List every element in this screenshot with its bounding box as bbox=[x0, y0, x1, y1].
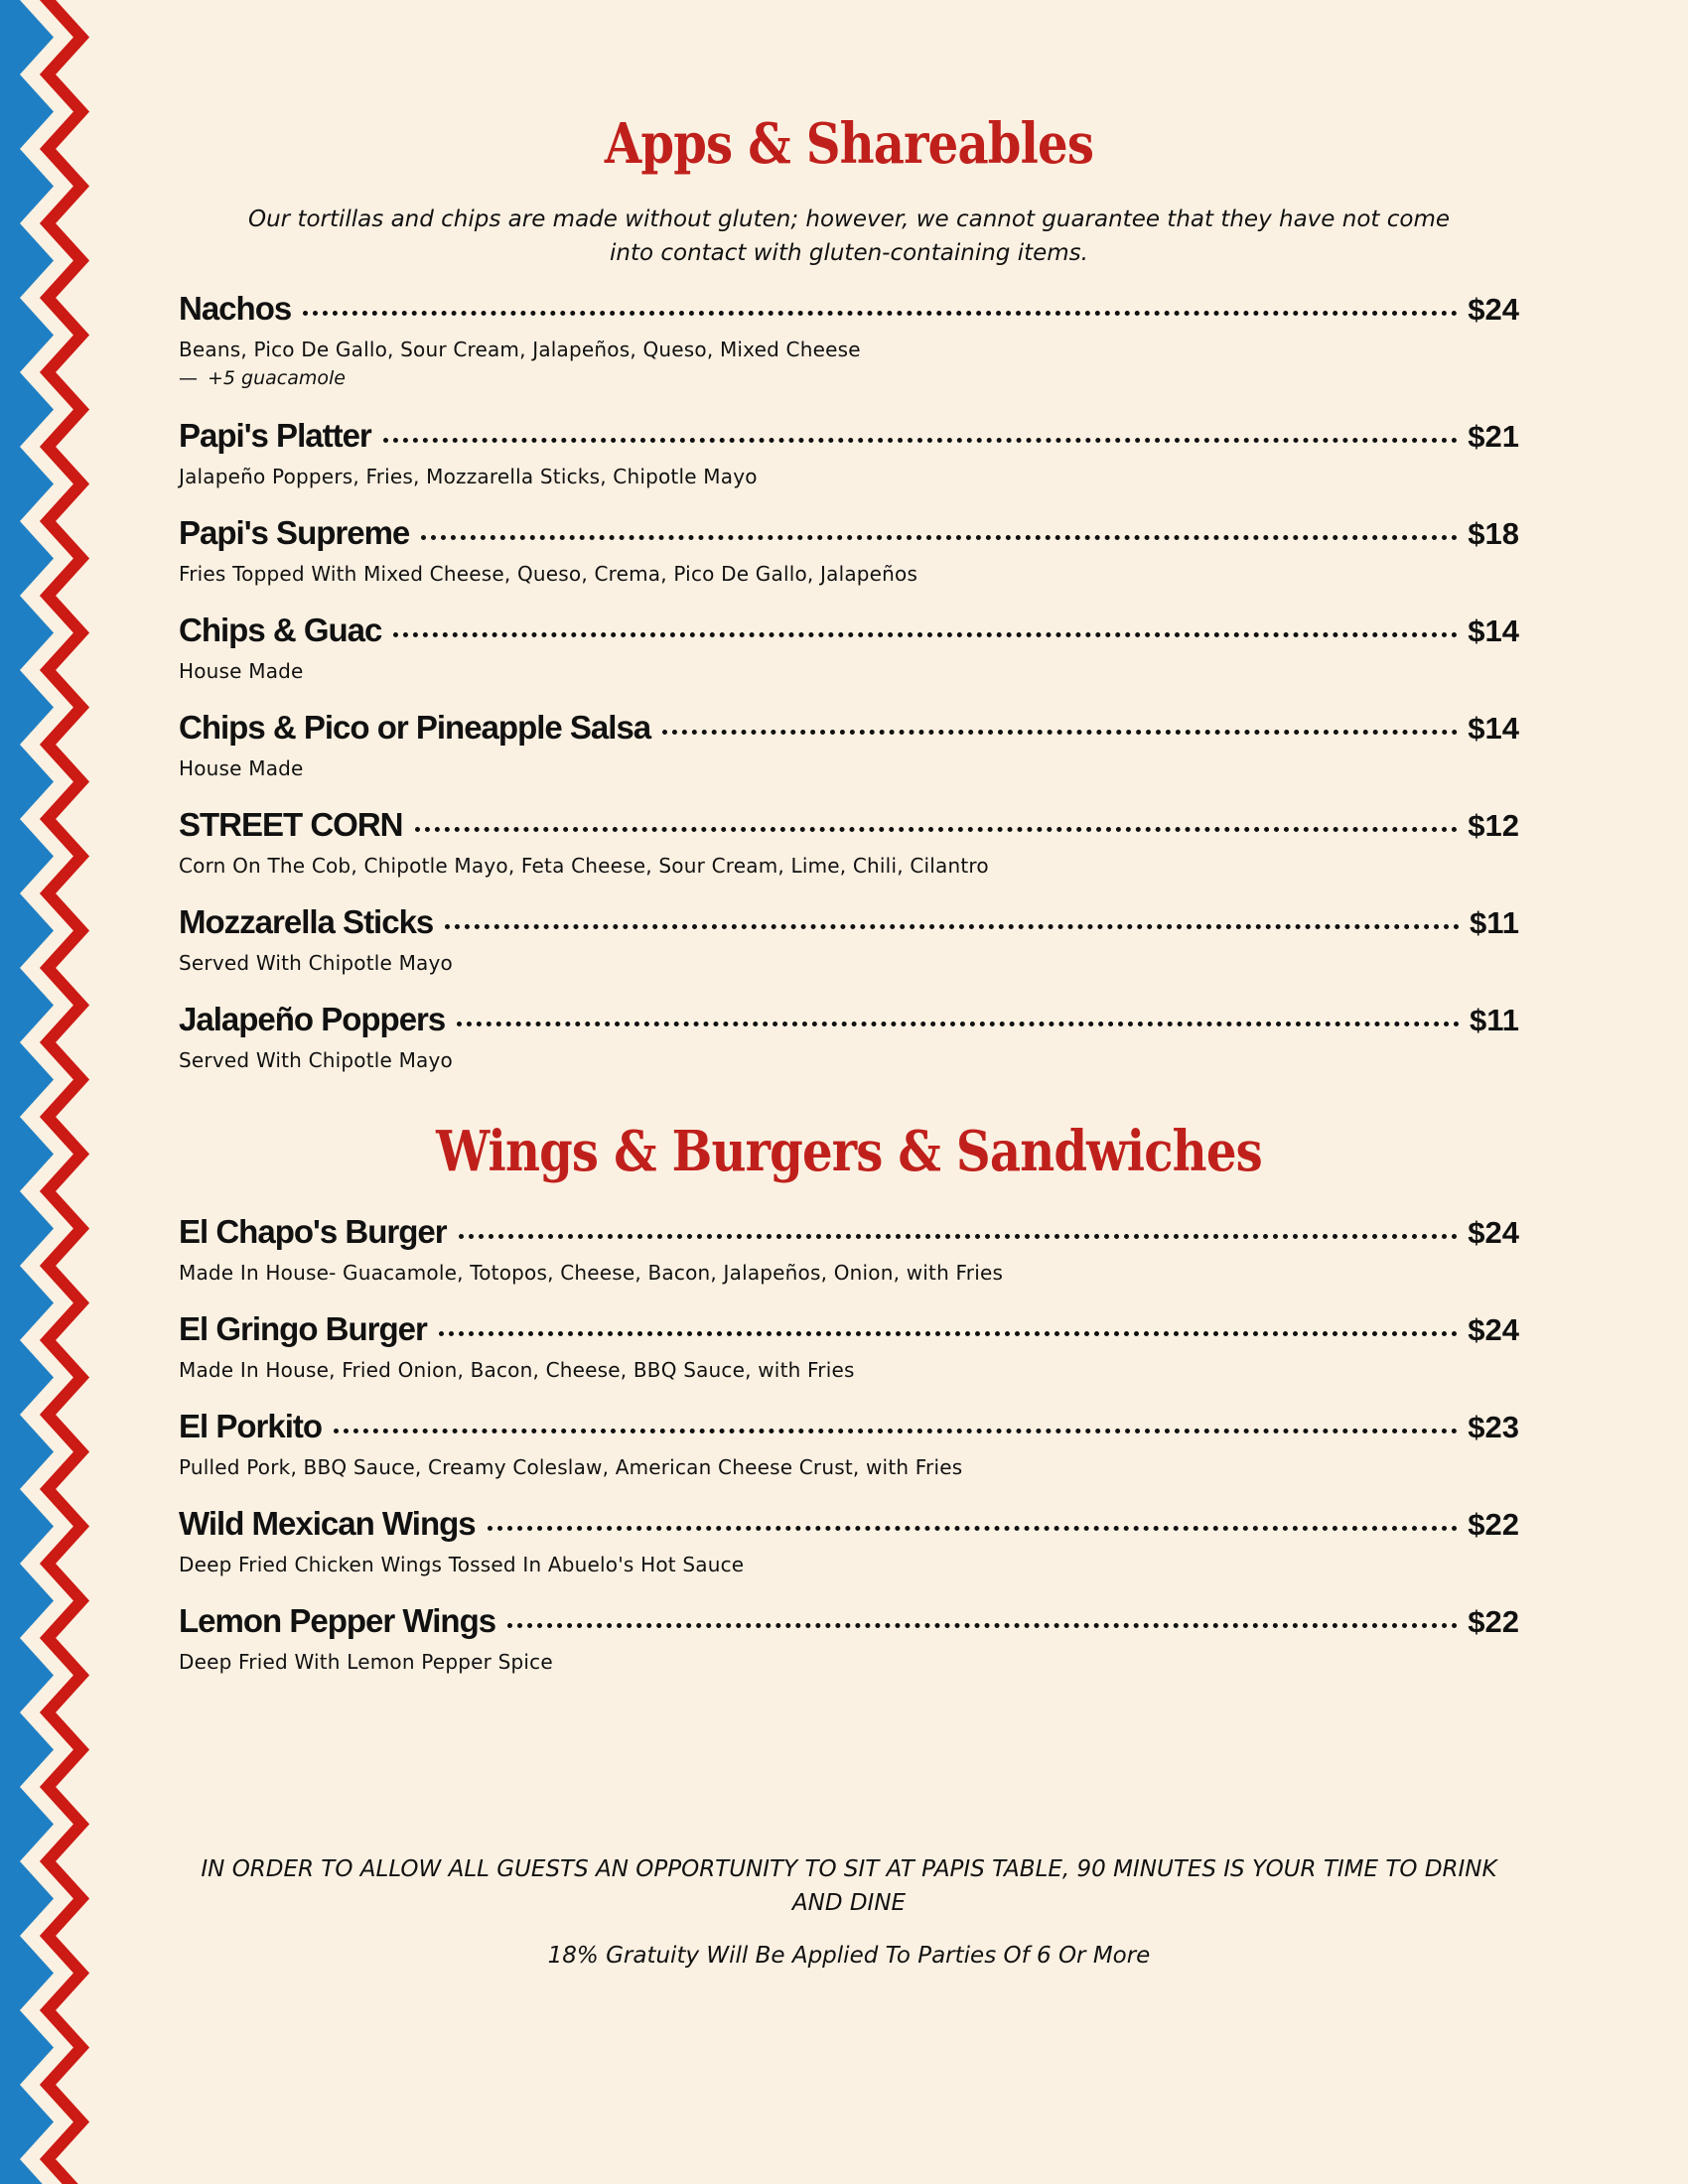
section-title-apps: Apps & Shareables bbox=[604, 111, 1094, 177]
menu-item-header bbox=[179, 290, 1519, 334]
menu-item-header bbox=[179, 1408, 1519, 1451]
gratuity-note: 18% Gratuity Will Be Applied To Parties Of 6 Or More bbox=[547, 1943, 1151, 1969]
menu-item-description: Made In House- Guacamole, Totopos, Cheese, Bacon, Jalapeños, Onion, with Fries bbox=[179, 1261, 1004, 1285]
menu-item-name: STREET CORN bbox=[179, 806, 403, 843]
menu-item-description: Served With Chipotle Mayo bbox=[179, 1048, 453, 1072]
menu-item-description: Deep Fried With Lemon Pepper Spice bbox=[179, 1650, 553, 1674]
addon-dash: — bbox=[179, 367, 198, 389]
menu-item-name: El Chapo's Burger bbox=[179, 1213, 447, 1250]
wings-item-list bbox=[179, 1213, 1519, 1700]
menu-item-description: Deep Fried Chicken Wings Tossed In Abuelo's Hot Sauce bbox=[179, 1553, 745, 1576]
menu-item-description: Fries Topped With Mixed Cheese, Queso, Crema, Pico De Gallo, Jalapeños bbox=[179, 562, 918, 586]
menu-item bbox=[179, 1310, 1519, 1408]
menu-item-price: $22 bbox=[1468, 1604, 1519, 1639]
menu-item-name: Papi's Platter bbox=[179, 417, 371, 454]
menu-item-header bbox=[179, 1310, 1519, 1354]
menu-item-name: Papi's Supreme bbox=[179, 514, 410, 551]
menu-item-name: Chips & Pico or Pineapple Salsa bbox=[179, 709, 651, 746]
menu-item-name: Jalapeño Poppers bbox=[179, 1001, 446, 1037]
menu-item-header bbox=[179, 417, 1519, 461]
menu-item bbox=[179, 806, 1519, 903]
menu-item bbox=[179, 709, 1519, 806]
menu-item-price: $24 bbox=[1468, 292, 1519, 327]
menu-item-price: $14 bbox=[1468, 711, 1519, 746]
gluten-note: Our tortillas and chips are made without gluten; however, we cannot guarantee that they have not come into contact with gluten-containing items. bbox=[248, 206, 1450, 266]
menu-item-description: Corn On The Cob, Chipotle Mayo, Feta Cheese, Sour Cream, Lime, Chili, Cilantro bbox=[179, 854, 989, 878]
menu-item-description: Served With Chipotle Mayo bbox=[179, 951, 453, 975]
menu-item-name: Wild Mexican Wings bbox=[179, 1505, 476, 1542]
menu-item bbox=[179, 290, 1519, 417]
menu-item-addon bbox=[179, 367, 1519, 389]
menu-item bbox=[179, 417, 1519, 514]
dot-leader bbox=[507, 1623, 1458, 1628]
dot-leader bbox=[445, 924, 1460, 929]
menu-item-header bbox=[179, 1213, 1519, 1257]
menu-item-price: $14 bbox=[1468, 614, 1519, 648]
menu-item bbox=[179, 1505, 1519, 1602]
menu-item-price: $22 bbox=[1468, 1507, 1519, 1542]
menu-item-name: Chips & Guac bbox=[179, 612, 382, 648]
menu-item-header bbox=[179, 1602, 1519, 1646]
dot-leader bbox=[393, 632, 1458, 637]
dot-leader bbox=[457, 1022, 1460, 1026]
menu-item bbox=[179, 612, 1519, 709]
menu-item-header bbox=[179, 903, 1519, 947]
menu-item bbox=[179, 1213, 1519, 1310]
dot-leader bbox=[439, 1331, 1458, 1336]
menu-item-header bbox=[179, 806, 1519, 850]
menu-item-price: $21 bbox=[1468, 419, 1519, 454]
menu-item-price: $11 bbox=[1469, 1003, 1519, 1037]
menu-item bbox=[179, 1001, 1519, 1098]
dot-leader bbox=[415, 827, 1459, 832]
dot-leader bbox=[662, 730, 1458, 735]
menu-item bbox=[179, 514, 1519, 612]
menu-item-price: $24 bbox=[1468, 1312, 1519, 1347]
menu-item-description: House Made bbox=[179, 756, 304, 780]
apps-item-list bbox=[179, 290, 1519, 1098]
menu-item-description: Jalapeño Poppers, Fries, Mozzarella Sticks, Chipotle Mayo bbox=[179, 465, 758, 488]
addon-text: +5 guacamole bbox=[208, 367, 346, 389]
menu-item-name: Mozzarella Sticks bbox=[179, 903, 434, 940]
menu-item-header bbox=[179, 612, 1519, 655]
menu-item-header bbox=[179, 514, 1519, 558]
dot-leader bbox=[334, 1429, 1458, 1433]
menu-item-price: $11 bbox=[1469, 905, 1519, 940]
menu-item bbox=[179, 903, 1519, 1001]
menu-item-price: $23 bbox=[1468, 1410, 1519, 1444]
menu-item-name: Nachos bbox=[179, 290, 292, 327]
menu-item-price: $18 bbox=[1468, 516, 1519, 551]
menu-item-name: El Porkito bbox=[179, 1408, 323, 1444]
dot-leader bbox=[421, 535, 1458, 540]
menu-item-price: $12 bbox=[1468, 808, 1519, 843]
menu-item-header bbox=[179, 1505, 1519, 1549]
dining-time-policy: IN ORDER TO ALLOW ALL GUESTS AN OPPORTUNITY TO SIT AT PAPIS TABLE, 90 MINUTES IS YOUR TIME TO DRINK AND DINE bbox=[201, 1856, 1497, 1916]
menu-item-description: Beans, Pico De Gallo, Sour Cream, Jalapeños, Queso, Mixed Cheese bbox=[179, 338, 861, 361]
menu-item-name: El Gringo Burger bbox=[179, 1310, 427, 1347]
menu-item-name: Lemon Pepper Wings bbox=[179, 1602, 496, 1639]
menu-item bbox=[179, 1408, 1519, 1505]
menu-item-price: $24 bbox=[1468, 1215, 1519, 1250]
zigzag-border-decoration bbox=[0, 0, 109, 2184]
menu-item-description: House Made bbox=[179, 659, 304, 683]
menu-item-header bbox=[179, 1001, 1519, 1044]
dot-leader bbox=[383, 438, 1459, 443]
menu-item-description: Made In House, Fried Onion, Bacon, Cheese, BBQ Sauce, with Fries bbox=[179, 1358, 855, 1382]
dot-leader bbox=[488, 1526, 1459, 1531]
section-title-wings: Wings & Burgers & Sandwiches bbox=[436, 1119, 1262, 1184]
dot-leader bbox=[459, 1234, 1459, 1239]
menu-item-header bbox=[179, 709, 1519, 752]
menu-item-description: Pulled Pork, BBQ Sauce, Creamy Coleslaw, American Cheese Crust, with Fries bbox=[179, 1455, 963, 1479]
dot-leader bbox=[303, 311, 1458, 316]
menu-item bbox=[179, 1602, 1519, 1700]
